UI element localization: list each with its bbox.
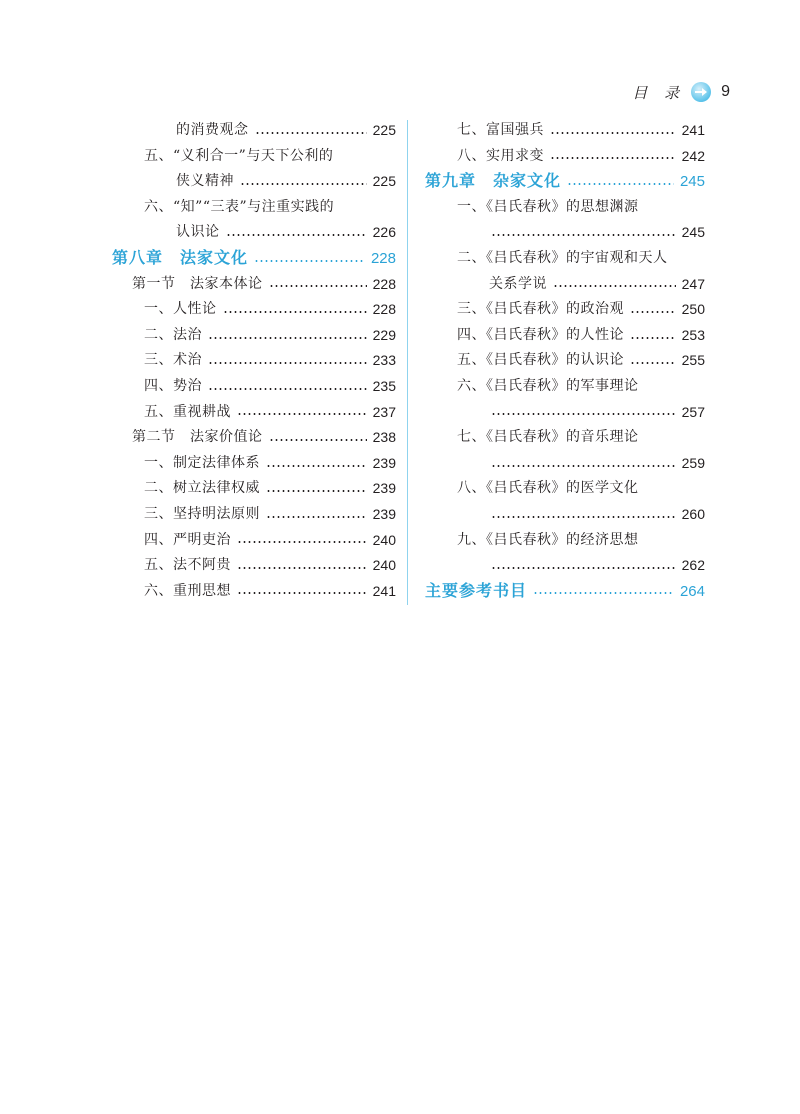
leader-dots (237, 592, 367, 594)
toc-entry[interactable] (112, 195, 396, 221)
toc-entry[interactable] (112, 502, 396, 528)
toc-entry-page: 262 (681, 557, 705, 574)
toc-entry[interactable] (425, 118, 705, 144)
toc-entry-title: 六、《吕氏春秋》的军事理论 (457, 377, 639, 394)
toc-chapter-9[interactable] (425, 169, 705, 195)
toc-entry-page: 250 (681, 301, 705, 318)
toc-entry-page: 260 (681, 505, 705, 522)
page-number: 9 (721, 83, 730, 100)
toc-entry-page: 226 (372, 224, 396, 241)
toc-left-column (112, 118, 396, 604)
toc-entry-page: 253 (681, 326, 705, 343)
toc-entry[interactable] (425, 348, 705, 374)
toc-entry-title: 六、“知”“三表”与注重实践的 (144, 198, 335, 215)
toc-entry[interactable] (425, 476, 705, 502)
toc-entry-page: 241 (372, 582, 396, 599)
toc-entry[interactable] (112, 451, 396, 477)
toc-entry-title: 九、《吕氏春秋》的经济思想 (457, 531, 639, 548)
toc-entry-title: 一、制定法律体系 (144, 454, 260, 471)
toc-entry[interactable] (112, 348, 396, 374)
running-header (632, 78, 730, 106)
leader-dots (255, 132, 367, 134)
toc-entry-title: 四、《吕氏春秋》的人性论 (457, 326, 624, 343)
leader-dots (266, 465, 367, 467)
leader-dots (491, 516, 676, 518)
toc-entry[interactable] (425, 528, 705, 554)
toc-entry-page: 233 (372, 352, 396, 369)
section-title: 第一节 法家本体论 (132, 275, 263, 292)
leader-dots (269, 285, 367, 287)
toc-right-column (425, 118, 705, 604)
toc-entry-title: 三、术治 (144, 352, 202, 369)
toc-entry-title: 七、富国强兵 (457, 122, 544, 138)
leader-dots (240, 183, 367, 185)
toc-entry-continuation[interactable] (425, 502, 705, 528)
toc-entry-title: 二、《吕氏春秋》的宇宙观和天人 (457, 249, 668, 266)
section-page: 228 (372, 275, 396, 292)
toc-entry-title: 四、势治 (144, 377, 202, 394)
toc-section[interactable] (112, 425, 396, 451)
leader-dots (553, 285, 676, 287)
toc-entry[interactable] (425, 246, 705, 272)
leader-dots (567, 183, 674, 185)
toc-entry[interactable] (112, 144, 396, 170)
toc-entry-title: 认识论 (176, 224, 220, 241)
leader-dots (266, 516, 367, 518)
leader-dots (491, 413, 676, 415)
toc-entry[interactable] (112, 118, 396, 144)
toc-section[interactable] (112, 272, 396, 298)
toc-entry[interactable] (112, 400, 396, 426)
toc-entry-page: 239 (372, 454, 396, 471)
toc-entry[interactable] (112, 220, 396, 246)
toc-entry[interactable] (425, 323, 705, 349)
toc-entry-title: 八、《吕氏春秋》的医学文化 (457, 480, 639, 497)
leader-dots (226, 234, 367, 236)
toc-entry-title: 关系学说 (489, 275, 547, 292)
toc-entry-title: 一、人性论 (144, 301, 217, 318)
toc-entry-title: 五、法不阿贵 (144, 557, 231, 574)
toc-entry-page: 239 (372, 480, 396, 497)
toc-entry-page: 225 (372, 173, 396, 190)
toc-entry[interactable] (112, 476, 396, 502)
leader-dots (254, 260, 365, 262)
leader-dots (237, 567, 367, 569)
toc-entry-page: 247 (681, 275, 705, 292)
chapter-page: 245 (679, 173, 705, 191)
toc-entry-continuation[interactable] (425, 553, 705, 579)
toc-entry[interactable] (112, 553, 396, 579)
toc-entry-page: 229 (372, 326, 396, 343)
toc-entry-title: 四、严明吏治 (144, 531, 231, 548)
toc-entry-page: 240 (372, 531, 396, 548)
leader-dots (491, 234, 676, 236)
leader-dots (237, 541, 367, 543)
section-page: 238 (372, 429, 396, 446)
toc-entry-page: 228 (372, 301, 396, 318)
toc-entry-page: 237 (372, 403, 396, 420)
toc-entry-page: 240 (372, 557, 396, 574)
leader-dots (550, 132, 676, 134)
toc-entry-title: 五、重视耕战 (144, 403, 231, 420)
toc-entry-title: 六、重刑思想 (144, 582, 231, 599)
toc-entry-page: 235 (372, 377, 396, 394)
header-label: 目 录 (632, 83, 686, 102)
toc-entry-title: 三、《吕氏春秋》的政治观 (457, 301, 624, 318)
toc-entry-title: 二、法治 (144, 326, 202, 343)
toc-entry-title: 的消费观念 (176, 122, 249, 138)
toc-entry-continuation[interactable] (425, 400, 705, 426)
chapter-page: 228 (370, 249, 396, 267)
column-divider (407, 120, 408, 605)
toc-entry-title: 一、《吕氏春秋》的思想渊源 (457, 198, 639, 215)
toc-entry-title: 三、坚持明法原则 (144, 505, 260, 522)
leader-dots (237, 413, 367, 415)
toc-entry-title: 八、实用求变 (457, 147, 544, 164)
toc-entry-page: 257 (681, 403, 705, 420)
leader-dots (208, 388, 367, 390)
toc-entry-page: 259 (681, 454, 705, 471)
chapter-title: 第九章 杂家文化 (425, 173, 562, 191)
toc-references[interactable] (425, 579, 705, 605)
toc-entry[interactable] (112, 297, 396, 323)
toc-entry[interactable] (425, 425, 705, 451)
leader-dots (491, 567, 676, 569)
leader-dots (491, 465, 676, 467)
toc-entry[interactable] (112, 579, 396, 605)
leader-dots (550, 157, 676, 159)
toc-entry-title: 七、《吕氏春秋》的音乐理论 (457, 429, 639, 446)
toc-entry-page: 241 (681, 122, 705, 138)
leader-dots (269, 439, 367, 441)
leader-dots (630, 311, 676, 313)
toc-entry[interactable] (425, 272, 705, 298)
toc-entry-title: 二、树立法律权威 (144, 480, 260, 497)
toc-entry[interactable] (425, 374, 705, 400)
toc-entry-continuation[interactable] (425, 220, 705, 246)
toc-entry-title: 五、“义利合一”与天下公利的 (144, 147, 334, 164)
toc-entry[interactable] (112, 169, 396, 195)
chapter-title: 第八章 法家文化 (112, 249, 249, 267)
toc-entry[interactable] (425, 297, 705, 323)
toc-chapter-8[interactable] (112, 246, 396, 272)
toc-entry-page: 242 (681, 147, 705, 164)
toc-entry-page: 239 (372, 505, 396, 522)
references-page: 264 (679, 582, 705, 600)
toc-entry-page: 255 (681, 352, 705, 369)
toc-entry[interactable] (112, 528, 396, 554)
toc-entry-page: 225 (372, 122, 396, 138)
leader-dots (630, 337, 676, 339)
leader-dots (208, 362, 367, 364)
references-title: 主要参考书目 (425, 582, 528, 600)
toc-entry[interactable] (112, 374, 396, 400)
leader-dots (208, 337, 367, 339)
toc-entry-title: 侠义精神 (176, 173, 234, 190)
leader-dots (266, 490, 367, 492)
toc-entry-title: 五、《吕氏春秋》的认识论 (457, 352, 624, 369)
toc-entry[interactable] (112, 323, 396, 349)
toc-entry-page: 245 (681, 224, 705, 241)
section-title: 第二节 法家价值论 (132, 429, 263, 446)
leader-dots (223, 311, 367, 313)
toc-entry[interactable] (425, 144, 705, 170)
leader-dots (630, 362, 676, 364)
toc-entry[interactable] (425, 195, 705, 221)
toc-entry-continuation[interactable] (425, 451, 705, 477)
arrow-circle-icon (691, 82, 711, 102)
leader-dots (533, 592, 674, 594)
